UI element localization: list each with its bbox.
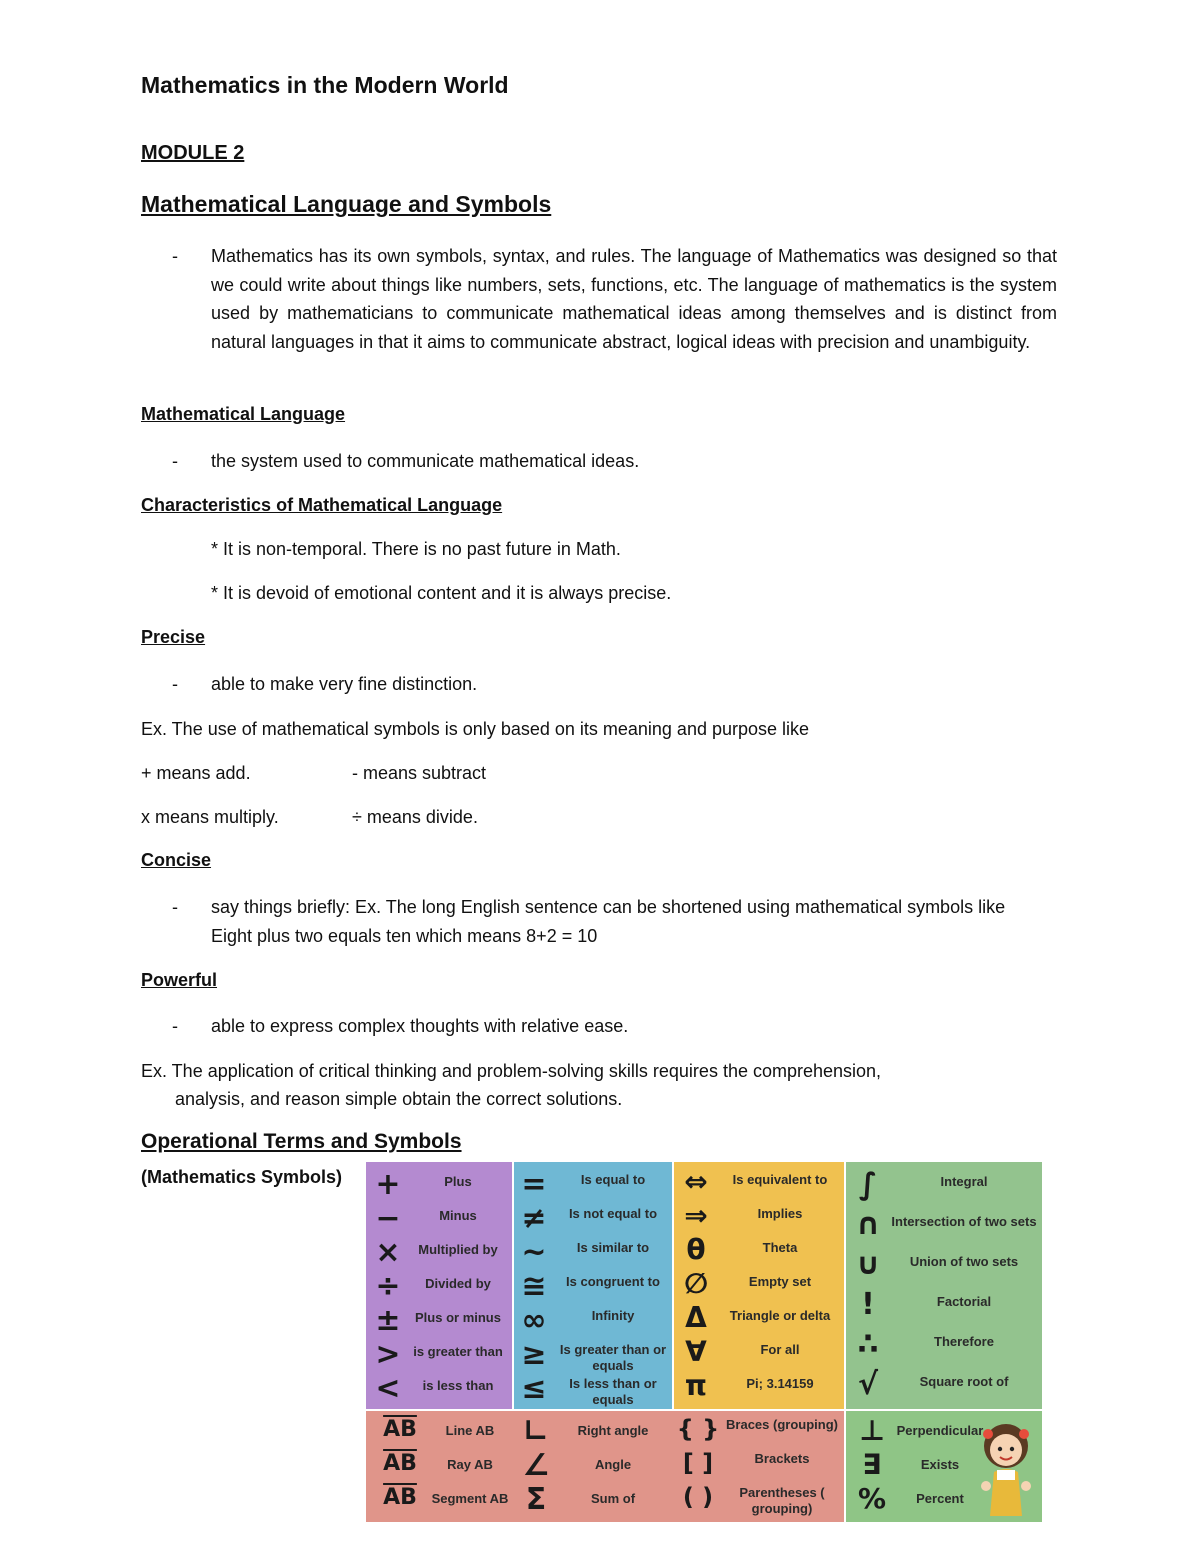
bullet-dash: - [172, 246, 178, 266]
symbol-label: Integral [940, 1174, 988, 1189]
symbol-label: Perpendicular [896, 1423, 984, 1438]
characteristic-item: * It is non-temporal. There is no past future in Math. [211, 539, 621, 559]
symbol-label: Infinity [591, 1308, 635, 1323]
less-equal-icon: ≤ [521, 1371, 547, 1406]
symbol-meaning: x means multiply. [141, 807, 279, 827]
symbol-label: Divided by [425, 1276, 491, 1291]
section-heading-language-symbols: Mathematical Language and Symbols [141, 191, 552, 217]
symbol-label: Is equal to [580, 1172, 646, 1187]
mathematical-language-definition: the system used to communicate mathematical ideas. [211, 451, 640, 471]
plus-icon: + [375, 1167, 401, 1202]
symbol-label: Is greater than or equals [559, 1342, 667, 1373]
implies-icon: ⇒ [684, 1199, 708, 1232]
module-heading: MODULE 2 [141, 142, 245, 164]
symbols-caption: (Mathematics Symbols) [141, 1167, 343, 1187]
brackets-icon: [ ] [682, 1449, 714, 1477]
symbol-label: Segment AB [431, 1491, 509, 1506]
symbol-label: For all [760, 1342, 800, 1357]
symbol-label: Pi; 3.14159 [746, 1376, 814, 1391]
square-root-icon: √ [857, 1367, 878, 1402]
union-icon: ∪ [855, 1247, 881, 1282]
symbol-label: Intersection of two sets [891, 1214, 1037, 1229]
sigma-icon: Σ [525, 1482, 547, 1517]
pi-icon: π [684, 1369, 708, 1402]
bullet-dash: - [172, 674, 178, 694]
symbol-label: Parentheses ( grouping) [739, 1485, 825, 1516]
right-angle-icon: ∟ [523, 1414, 549, 1449]
heading-powerful: Powerful [141, 970, 218, 990]
math-symbols-chart [364, 1162, 1042, 1522]
bullet-dash: - [172, 1016, 178, 1036]
symbol-label: Is congruent to [566, 1274, 660, 1289]
angle-icon: ∠ [522, 1448, 550, 1483]
integral-icon: ∫ [858, 1167, 878, 1202]
minus-icon: − [375, 1201, 401, 1236]
symbol-label: Union of two sets [909, 1254, 1019, 1269]
symbol-label: Plus [444, 1174, 472, 1189]
characteristic-item: * It is devoid of emotional content and it is always precise. [211, 583, 672, 603]
symbols-panel-calculus-sets [846, 1162, 1042, 1409]
symbol-label: Is similar to [576, 1240, 650, 1255]
heading-operational-terms: Operational Terms and Symbols [141, 1130, 462, 1153]
symbol-label: Exists [920, 1457, 960, 1472]
heading-mathematical-language: Mathematical Language [141, 404, 346, 424]
symbol-label: Percent [916, 1491, 964, 1506]
symbol-label: Theta [762, 1240, 798, 1255]
symbol-meaning: + means add. [141, 763, 251, 783]
symbol-label: Minus [439, 1208, 477, 1223]
for-all-icon: ∀ [685, 1335, 707, 1368]
symbol-label: Right angle [577, 1423, 649, 1438]
ray-icon: $\overline{AB}$ [383, 1451, 417, 1476]
equivalent-icon: ⇔ [684, 1165, 708, 1198]
congruent-icon: ≅ [521, 1269, 547, 1304]
delta-icon: Δ [685, 1301, 707, 1334]
powerful-definition: able to express complex thoughts with relative ease. [211, 1016, 629, 1036]
greater-equal-icon: ≥ [521, 1337, 547, 1372]
exists-icon: ∃ [862, 1448, 882, 1481]
symbol-label: Angle [594, 1457, 632, 1472]
symbols-panel-misc [846, 1411, 1042, 1522]
less-than-icon: < [375, 1371, 401, 1406]
symbol-label: is greater than [413, 1344, 503, 1359]
symbol-label: Line AB [445, 1423, 495, 1438]
symbol-label: Is not equal to [568, 1206, 658, 1221]
heading-concise: Concise [141, 850, 212, 870]
theta-icon: θ [686, 1233, 706, 1266]
heading-characteristics: Characteristics of Mathematical Language [141, 495, 503, 515]
parentheses-icon: ( ) [682, 1483, 714, 1511]
symbol-label: Sum of [590, 1491, 636, 1506]
document-title: Mathematics in the Modern World [141, 72, 509, 98]
heading-precise: Precise [141, 627, 206, 647]
segment-icon: $\overline{AB}$ [383, 1485, 417, 1510]
therefore-icon: ∴ [857, 1327, 879, 1362]
symbols-panel-operations [366, 1162, 512, 1409]
symbol-label: Implies [757, 1206, 803, 1221]
symbol-label: Plus or minus [415, 1310, 501, 1325]
equals-icon: = [521, 1167, 547, 1202]
powerful-example-line1: Ex. The application of critical thinking and problem-solving skills requires the comprehension, [141, 1061, 882, 1081]
perpendicular-icon: ⊥ [859, 1414, 885, 1447]
percent-icon: % [857, 1482, 887, 1515]
symbol-label: Therefore [934, 1334, 994, 1349]
symbol-meaning: ÷ means divide. [352, 807, 478, 827]
greater-than-icon: > [375, 1337, 401, 1372]
multiply-icon: × [375, 1235, 401, 1270]
symbol-label: Brackets [754, 1451, 810, 1466]
concise-definition: say things briefly: Ex. The long English sentence can be shortened using mathematical symbols like Eight plus two equals ten which means 8+2 = 10 [211, 897, 1006, 946]
symbols-panel-geometry [366, 1411, 844, 1522]
divide-icon: ÷ [375, 1269, 401, 1304]
symbol-label: Square root of [919, 1374, 1009, 1389]
symbol-label: Is less than or equals [569, 1376, 657, 1407]
symbol-label: Ray AB [447, 1457, 493, 1472]
symbol-label: Multiplied by [418, 1242, 498, 1257]
symbols-panel-relations [514, 1162, 672, 1409]
symbol-label: Triangle or delta [729, 1308, 831, 1323]
similar-icon: ~ [521, 1235, 547, 1270]
intro-paragraph: Mathematics has its own symbols, syntax, and rules. The language of Mathematics was designed so that we could write about things like numbers, sets, functions, etc. The language of mathematics is the system used by mathematicians to communicate mathematical ideas among themselves and is distinct from natural languages in that it aims to communicate abstract, logical ideas with precision and unambiguity. [211, 246, 1057, 352]
powerful-example-line2: analysis, and reason simple obtain the correct solutions. [175, 1089, 623, 1109]
precise-definition: able to make very fine distinction. [211, 674, 478, 694]
symbol-label: Is equivalent to [732, 1172, 828, 1187]
braces-icon: { } [676, 1415, 720, 1443]
line-icon: $\overline{AB}$ [383, 1417, 417, 1442]
symbol-label: is less than [422, 1378, 494, 1393]
factorial-icon: ! [861, 1287, 875, 1322]
bullet-dash: - [172, 897, 178, 917]
symbol-label: Braces (grouping) [726, 1417, 838, 1432]
symbol-label: Factorial [936, 1294, 992, 1309]
symbol-label: Empty set [748, 1274, 812, 1289]
infinity-icon: ∞ [521, 1303, 547, 1338]
empty-set-icon: ∅ [684, 1267, 708, 1300]
bullet-dash: - [172, 451, 178, 471]
plus-minus-icon: ± [375, 1303, 401, 1338]
not-equal-icon: ≠ [521, 1201, 547, 1236]
intersection-icon: ∩ [855, 1207, 881, 1242]
symbol-meaning: - means subtract [352, 763, 487, 783]
precise-example: Ex. The use of mathematical symbols is only based on its meaning and purpose like [141, 719, 810, 739]
symbols-panel-logic [674, 1162, 844, 1409]
girl-illustration [980, 1420, 1032, 1516]
